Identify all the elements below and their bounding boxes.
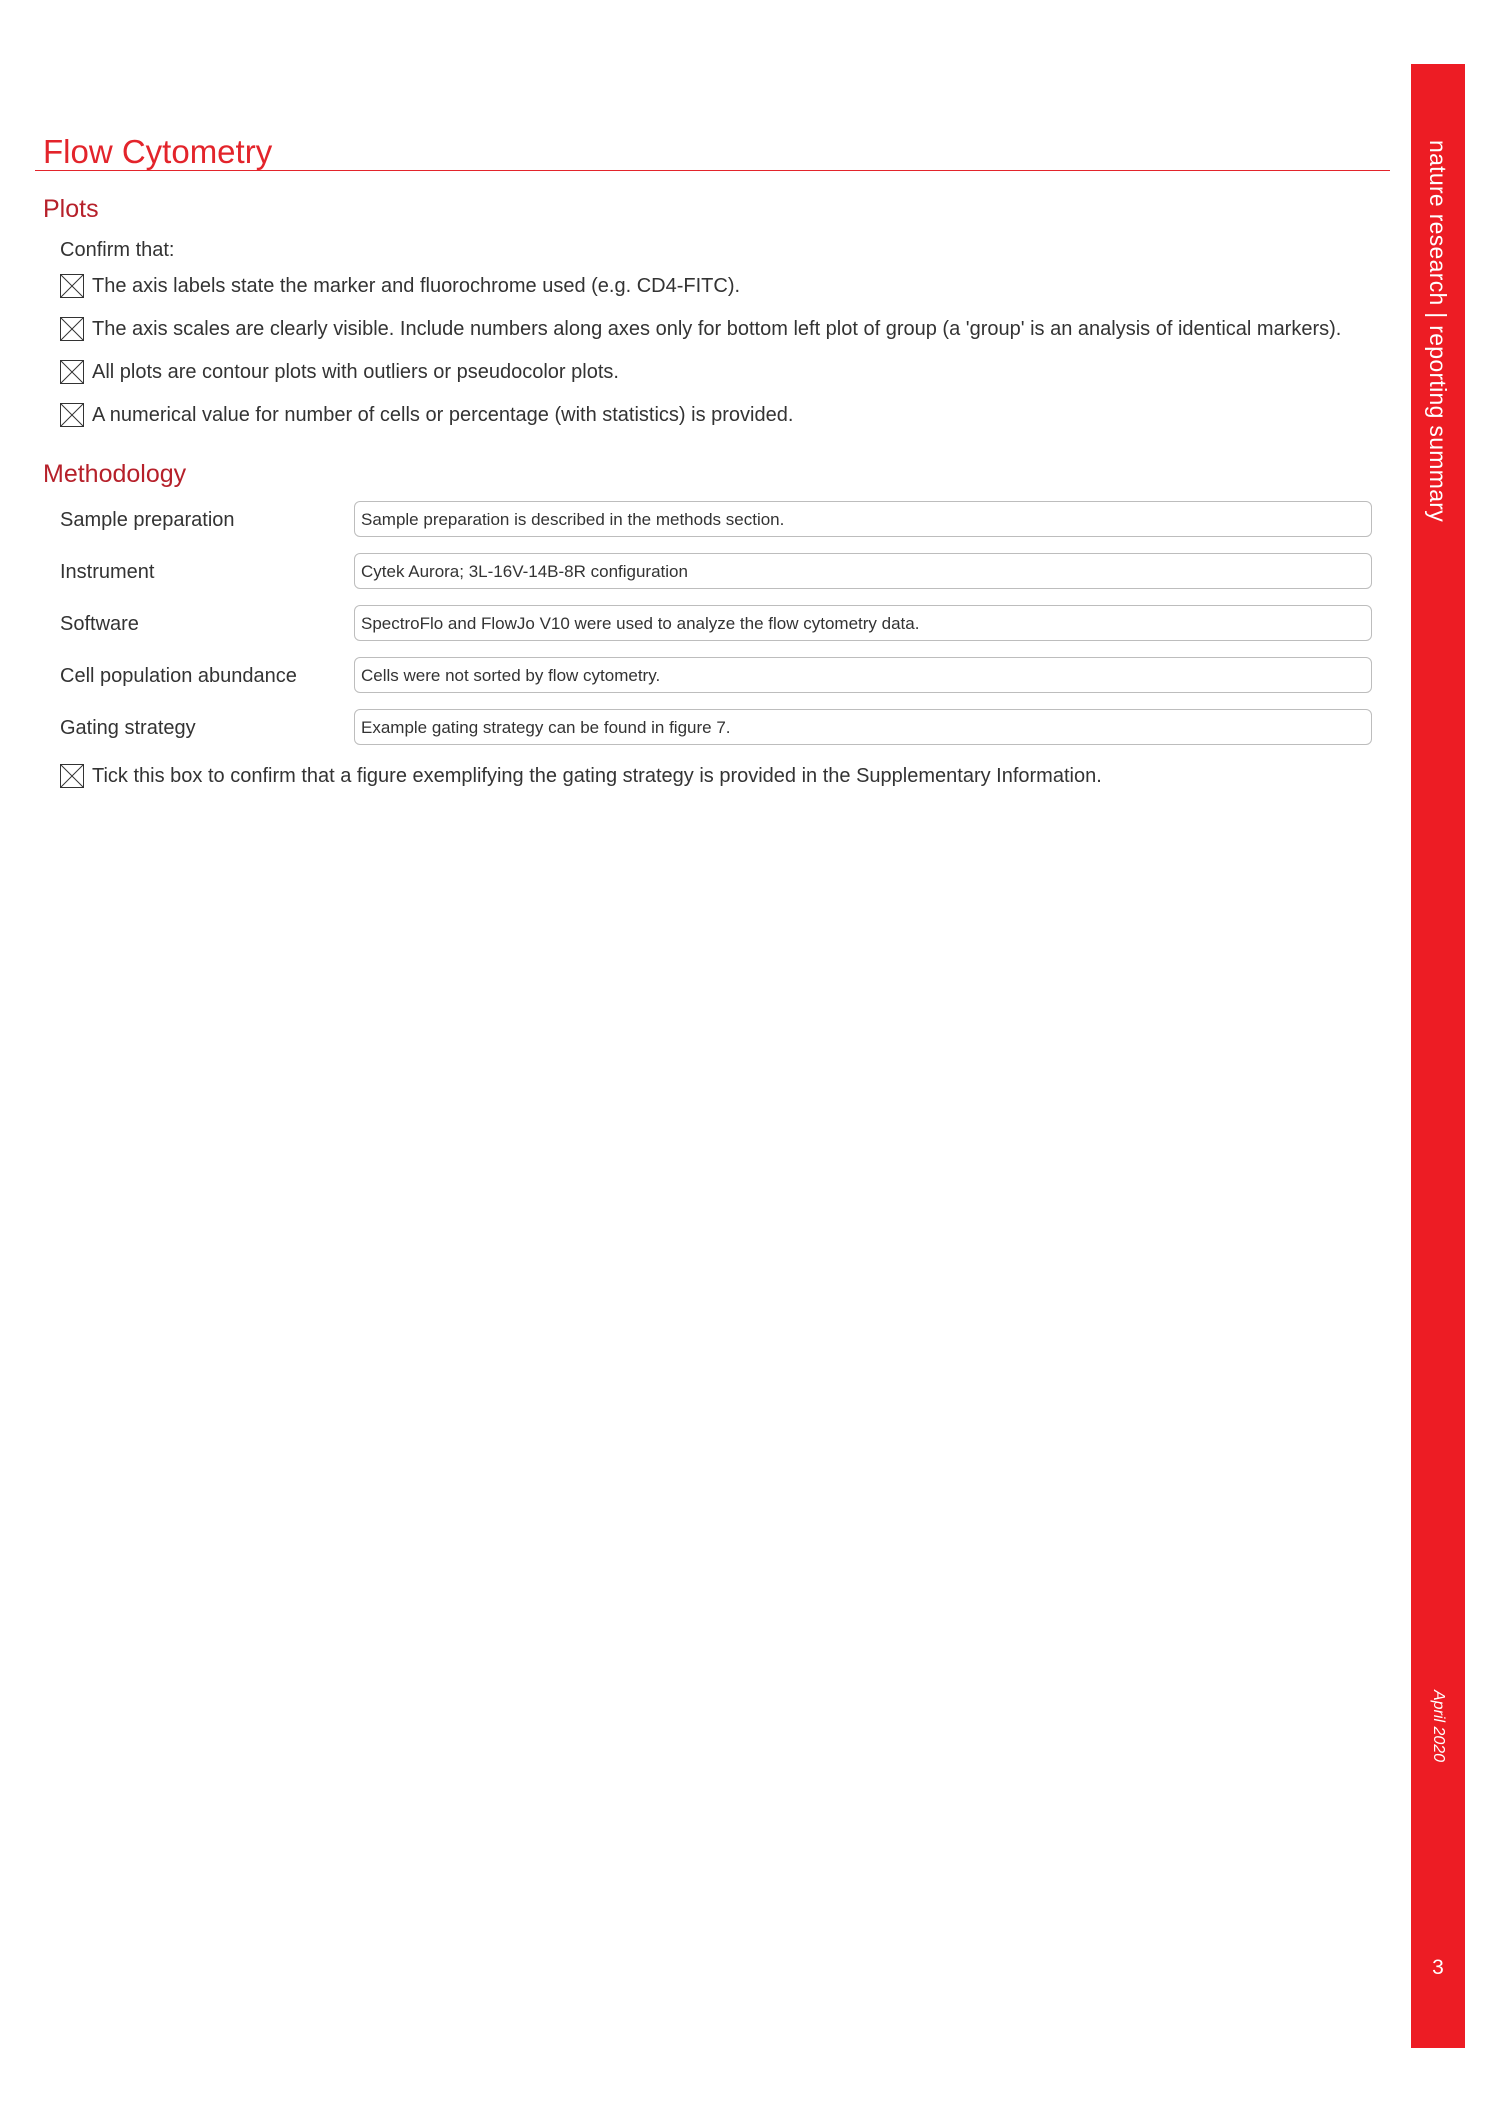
software-field[interactable]: SpectroFlo and FlowJo V10 were used to analyze the flow cytometry data. (354, 605, 1372, 641)
page-title: Flow Cytometry (43, 133, 273, 170)
plots-checklist-item-3 (60, 358, 619, 386)
confirm-text: Confirm that: (60, 239, 175, 261)
method-row-gating-strategy (60, 709, 1380, 747)
checklist-item-label: The axis scales are clearly visible. Include numbers along axes only for bottom left plot of group (a 'group' is an analysis of identical markers). (92, 318, 1342, 340)
method-label: Software (60, 613, 139, 635)
side-band-date: April 2020 (1430, 1690, 1447, 1763)
checklist-item-label: The axis labels state the marker and fluorochrome used (e.g. CD4-FITC). (92, 275, 741, 297)
method-label: Gating strategy (60, 717, 196, 739)
page-number: 3 (1432, 1956, 1444, 1979)
plots-heading: Plots (43, 195, 99, 223)
method-row-cell-population-abundance (60, 657, 1380, 695)
method-label: Sample preparation (60, 509, 235, 531)
sample-preparation-field[interactable]: Sample preparation is described in the methods section. (354, 501, 1372, 537)
gating-confirm-item (60, 762, 1102, 790)
method-label: Instrument (60, 561, 155, 583)
instrument-field[interactable]: Cytek Aurora; 3L-16V-14B-8R configuration (354, 553, 1372, 589)
checklist-item-label: All plots are contour plots with outliers or pseudocolor plots. (92, 361, 619, 383)
method-row-sample-preparation (60, 501, 1380, 539)
title-divider (35, 170, 1390, 171)
plots-checklist-item-1 (60, 272, 740, 300)
method-label: Cell population abundance (60, 665, 297, 687)
cell-population-abundance-field[interactable]: Cells were not sorted by flow cytometry. (354, 657, 1372, 693)
methodology-heading: Methodology (43, 460, 187, 488)
checked-box-icon[interactable] (60, 317, 84, 341)
method-row-instrument (60, 553, 1380, 591)
method-row-software (60, 605, 1380, 643)
side-band-title: nature research | reporting summary (1425, 140, 1451, 523)
checked-box-icon[interactable] (60, 274, 84, 298)
checked-box-icon[interactable] (60, 403, 84, 427)
gating-confirm-label: Tick this box to confirm that a figure exemplifying the gating strategy is provided in the Supplementary Information. (92, 765, 1102, 787)
checked-box-icon[interactable] (60, 360, 84, 384)
plots-checklist-item-2 (60, 315, 1341, 343)
plots-checklist-item-4 (60, 401, 793, 429)
checklist-item-label: A numerical value for number of cells or percentage (with statistics) is provided. (92, 404, 794, 426)
checked-box-icon[interactable] (60, 764, 84, 788)
gating-strategy-field[interactable]: Example gating strategy can be found in figure 7. (354, 709, 1372, 745)
